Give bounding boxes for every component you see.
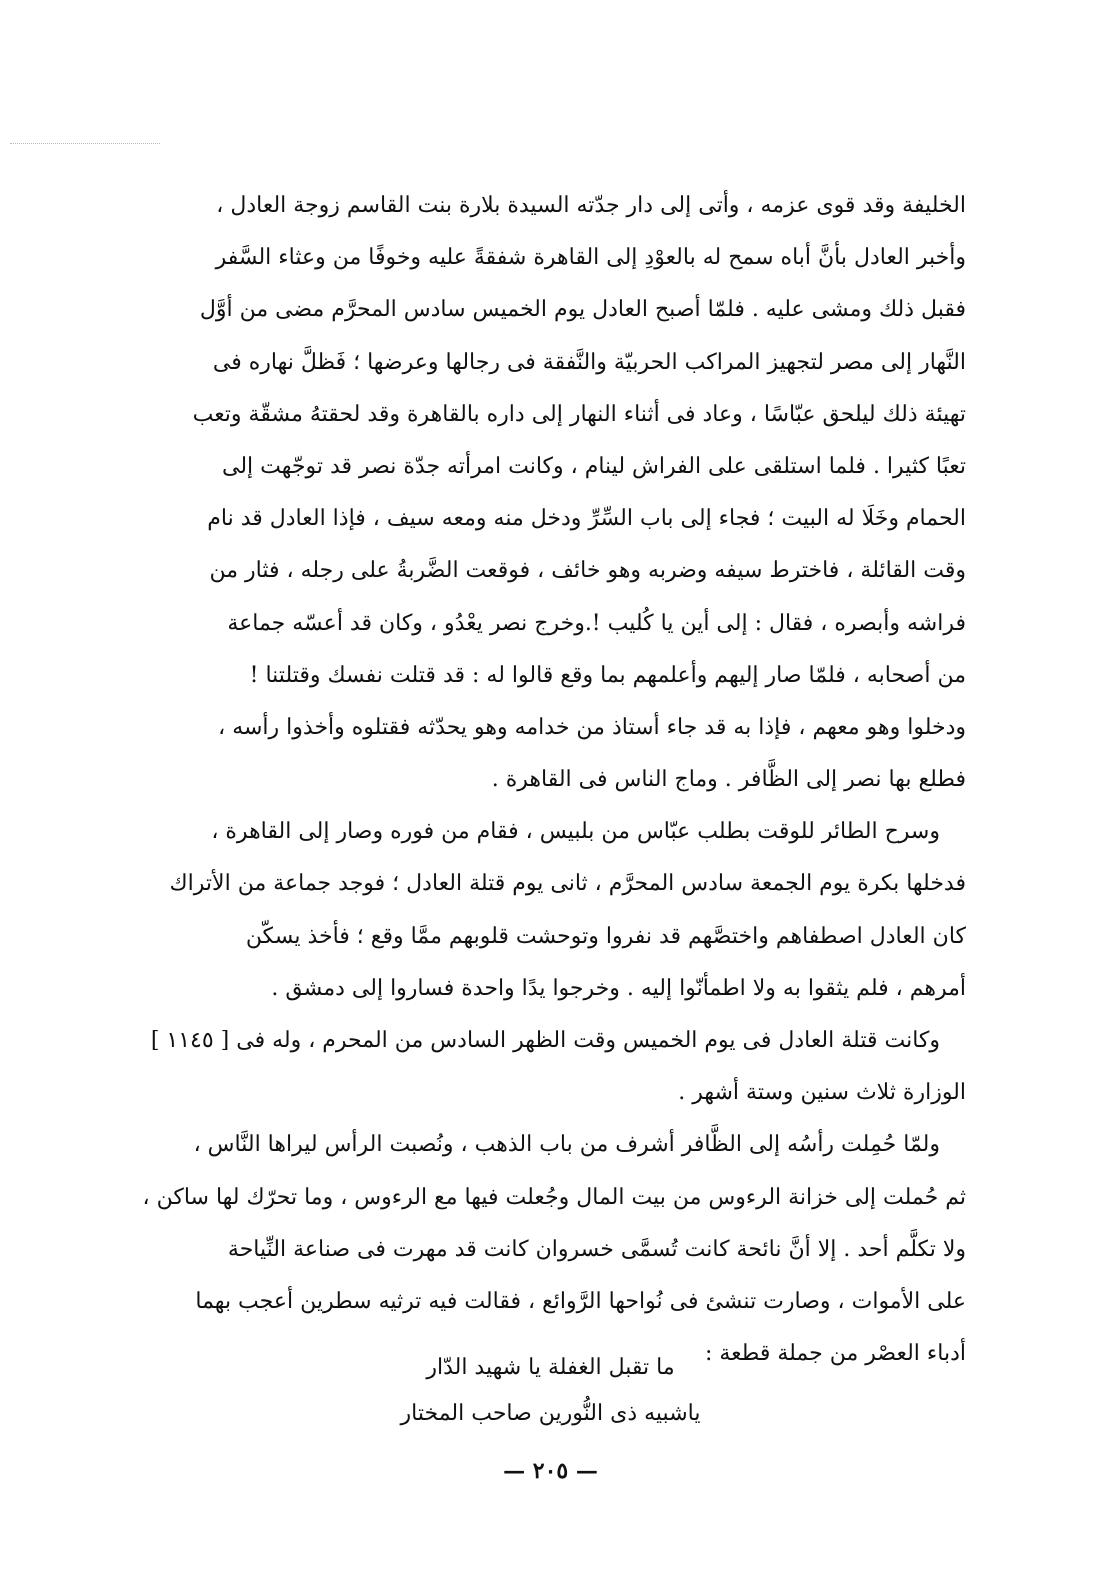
text-line: ودخلوا وهو معهم ، فإذا به قد جاء أستاذ من خدامه وهو يحدّثه فقتلوه وأخذوا رأسه ، <box>218 714 966 740</box>
text-line: ولمّا حُمِلت رأسُه إلى الظَّافر أشرف من باب الذهب ، ونُصبت الرأس ليراها النَّاس ، <box>193 1132 940 1158</box>
text-line: وسرح الطائر للوقت بطلب عبّاس من بلبيس ، فقام من فوره وصار إلى القاهرة ، <box>211 819 940 845</box>
text-line: فراشه وأبصره ، فقال : إلى أين يا كُليب !.وخرج نصر يعْدُو ، وكان قد أعسّه جماعة <box>227 610 966 636</box>
text-line: الوزارة ثلاث سنين وستة أشهر . <box>678 1080 966 1106</box>
text-line: كان العادل اصطفاهم واختصَّهم قد نفروا وتوحشت قلوبهم ممَّا وقع ؛ فأخذ يسكّن <box>245 923 966 949</box>
text-line: وأخبر العادل بأنَّ أباه سمح له بالعوْدِ إلى القاهرة شفقةً عليه وخوفًا من وعثاء السَّفر <box>215 245 966 271</box>
text-line: فقبل ذلك ومشى عليه . فلمّا أصبح العادل يوم الخميس سادس المحرَّم مضى من أوَّل <box>199 297 966 323</box>
text-line: ثم حُملت إلى خزانة الرءوس من بيت المال وجُعلت فيها مع الرءوس ، وما تحرّك لها ساكن ، <box>142 1184 966 1210</box>
text-line: تهيئة ذلك ليلحق عبّاسًا ، وعاد فى أثناء النهار إلى داره بالقاهرة وقد لحقتهُ مشقّة وتعب <box>192 401 966 427</box>
body-text <box>142 180 966 1380</box>
text-line: من أصحابه ، فلمّا صار إليهم وأعلمهم بما وقع قالوا له : قد قتلت نفسك وقتلتنا ! <box>249 662 966 688</box>
page-number: — ٢٠٥ — <box>503 1458 598 1484</box>
text-line: وقت القائلة ، فاخترط سيفه وضربه وهو خائف ، فوقعت الضَّربةُ على رجله ، فثار من <box>209 558 966 584</box>
text-line: أمرهم ، فلم يثقوا به ولا اطمأنّوا إليه . وخرجوا يدًا واحدة فساروا إلى دمشق . <box>271 975 966 1001</box>
verse-line: ما تقبل الغفلة يا شهيد الدّار <box>426 1355 675 1380</box>
text-line: تعبًا كثيرا . فلما استلقى على الفراش لينام ، وكانت امرأته جدّة نصر قد توجّهت إلى <box>222 453 966 479</box>
text-line: فطلع بها نصر إلى الظَّافر . وماج الناس فى القاهرة . <box>491 767 966 793</box>
text-line: على الأموات ، وصارت تنشئ فى نُواحها الرَّوائع ، فقالت فيه ترثيه سطرين أعجب بهما <box>195 1288 966 1314</box>
text-line: النَّهار إلى مصر لتجهيز المراكب الحربيّة والنَّفقة فى رجالها وعرضها ؛ فَظلَّ نهاره فى <box>212 349 966 375</box>
verse-line: ياشبيه ذى النُّورين صاحب المختار <box>400 1401 701 1426</box>
text-line: أدباء العصْر من جملة قطعة : <box>704 1341 966 1367</box>
text-line: ولا تكلَّم أحد . إلا أنَّ نائحة كانت تُسمَّى خسروان كانت قد مهرت فى صناعة النِّياحة <box>227 1236 966 1262</box>
poem-verse <box>0 1345 1101 1437</box>
text-line: فدخلها بكرة يوم الجمعة سادس المحرَّم ، ثانى يوم قتلة العادل ؛ فوجد جماعة من الأتراك <box>169 871 966 897</box>
text-line: الخليفة وقد قوى عزمه ، وأتى إلى دار جدّته السيدة بلارة بنت القاسم زوجة العادل ، <box>216 193 966 218</box>
scan-artifact-line <box>10 143 160 144</box>
text-line: الحمام وخَلَا له البيت ؛ فجاء إلى باب السِّرِّ ودخل منه ومعه سيف ، فإذا العادل قد نام <box>207 506 966 532</box>
text-line: وكانت قتلة العادل فى يوم الخميس وقت الظهر السادس من المحرم ، وله فى [ ١١٤٥ ] <box>150 1028 940 1053</box>
